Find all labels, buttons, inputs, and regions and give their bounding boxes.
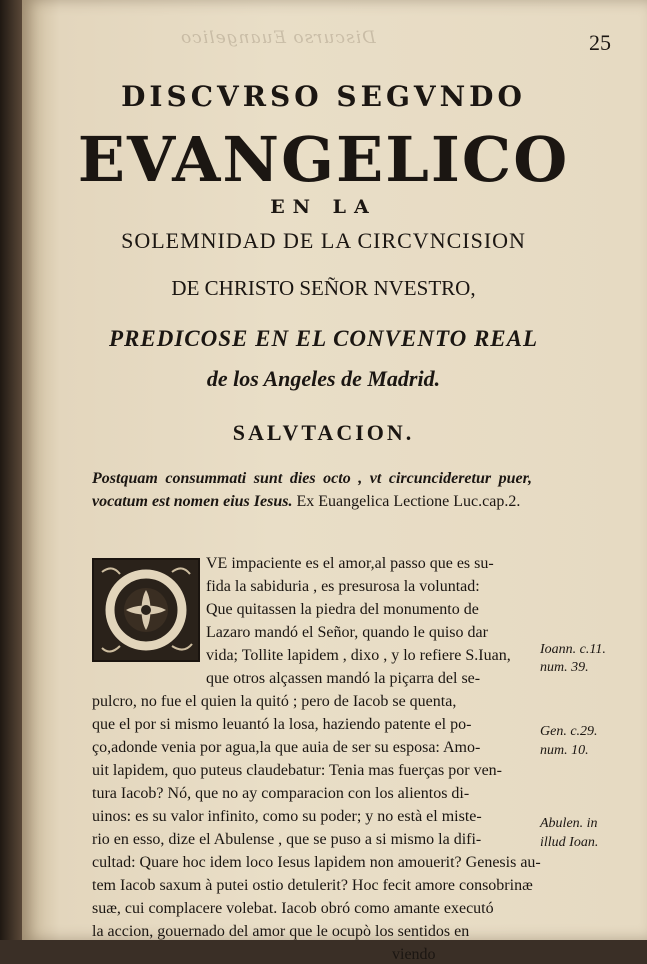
margin-note-1: Ioann. c.11. (540, 642, 606, 657)
intro-latin: Postquam consummati sunt dies octo , vt circuncideretur puer, vocatum est nomen eius Iesus. (92, 470, 532, 510)
body-line-2: fida la sabiduria , es presurosa la voluntad: (206, 578, 480, 595)
title-line-7: de los Angeles de Madrid. (206, 366, 441, 391)
body-line-5: vida; Tollite lapidem , dixo , y lo refiere S.Iuan, (206, 647, 511, 664)
title-line-3: EN LA (270, 196, 377, 218)
margin-note-6: illud Ioan. (540, 835, 599, 850)
title-line-1: DISCVRSO SEGVNDO (121, 80, 526, 113)
body-line-18: viendo (392, 946, 436, 963)
title-line-4: SOLEMNIDAD DE LA CIRCVNCISION (121, 228, 526, 253)
body-line-12: uinos: es su valor infinito, como su poder; y no està el miste- (92, 808, 482, 825)
title-line-2: EVANGELICO (77, 123, 570, 196)
margin-note-2: num. 39. (540, 660, 589, 675)
body-line-15: tem Iacob saxum à putei ostio detulerit? Hoc fecit amore consobrinæ (92, 877, 533, 894)
body-line-16: suæ, cui complacere volebat. Iacob obró como amante executó (92, 900, 494, 917)
decorated-initial (92, 558, 200, 662)
title-line-6: PREDICOSE EN EL CONVENTO REAL (108, 326, 539, 351)
body-line-8: que el por si mismo leuantó la losa, haziendo patente el po- (92, 716, 472, 733)
body-line-6: que otros alçassen mandó la piçarra del se- (206, 670, 481, 687)
decorated-initial-icon (94, 560, 198, 660)
page-number: 25 (589, 30, 611, 55)
margin-note-4: num. 10. (540, 743, 589, 758)
body-line-1: VE impaciente es el amor,al passo que es su- (206, 555, 494, 572)
body-line-13: rio en esso, dize el Abulense , que se puso a si mismo la difi- (92, 831, 482, 848)
body-line-7: pulcro, no fue el quien la quitó ; pero de Iacob se quenta, (92, 693, 457, 710)
body-line-17: la accion, gouernado del amor que le ocupò los sentidos en (92, 923, 470, 940)
body-line-11: tura Iacob? Nó, que no ay comparacion con los alientos di- (92, 785, 470, 802)
body-line-14: cultad: Quare hoc idem loco Iesus lapidem non amouerit? Genesis au- (92, 854, 541, 871)
body-line-4: Lazaro mandó el Señor, quando le quiso dar (206, 624, 488, 641)
intro-paragraph (92, 467, 532, 513)
margin-note-3: Gen. c.29. (540, 724, 598, 739)
body-line-9: ço,adonde venia por agua,la que auia de ser su esposa: Amo- (92, 739, 481, 756)
intro-reference: Ex Euangelica Lectione Luc.cap.2. (296, 493, 521, 510)
salutation-heading: SALVTACION. (232, 420, 415, 445)
body-line-10: uit lapidem, quo puteus claudebatur: Tenia mas fuerças por ven- (92, 762, 503, 779)
title-line-5: DE CHRISTO SEÑOR NVESTRO, (171, 276, 476, 300)
body-line-3: Que quitassen la piedra del monumento de (206, 601, 479, 618)
bleedthrough-header: Discurso Euangelico (180, 28, 376, 48)
margin-note-5: Abulen. in (540, 816, 598, 831)
